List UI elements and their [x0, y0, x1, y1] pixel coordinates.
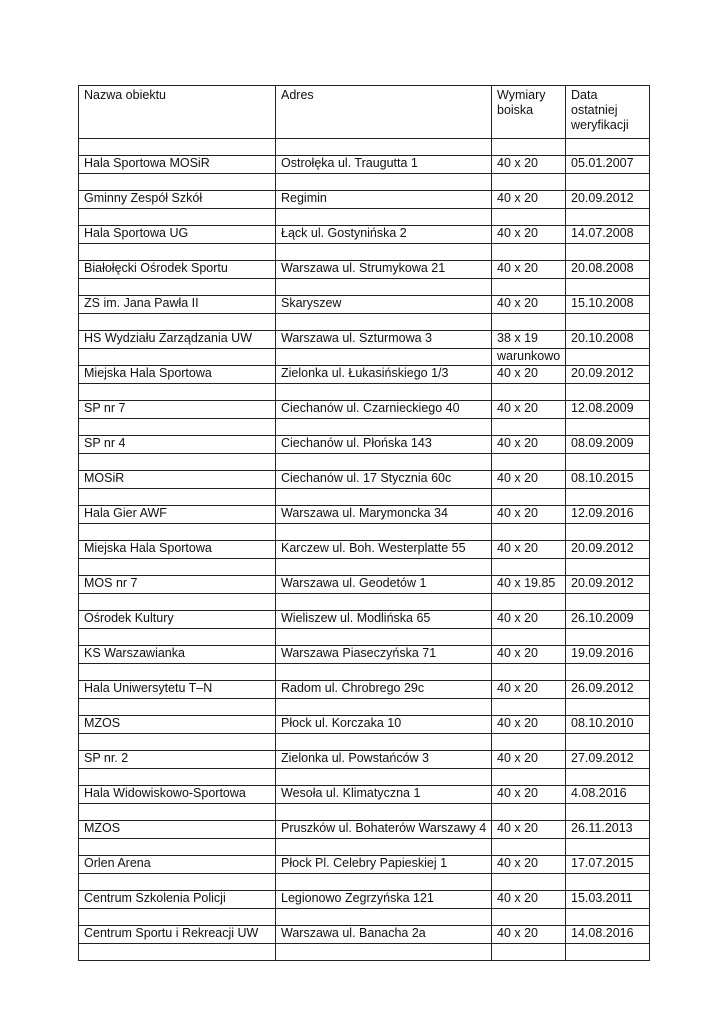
venue-date-cell: 08.10.2010: [566, 716, 650, 734]
venue-address-cell: Regimin: [276, 191, 492, 209]
empty-cell: [276, 664, 492, 681]
venue-date-cell: 4.08.2016: [566, 786, 650, 804]
empty-cell: [566, 699, 650, 716]
venue-address-cell: Wesoła ul. Klimatyczna 1: [276, 786, 492, 804]
header-name: Nazwa obiektu: [79, 86, 276, 139]
empty-cell: [566, 244, 650, 261]
empty-cell: [492, 174, 566, 191]
empty-cell: [566, 139, 650, 156]
empty-cell: [492, 524, 566, 541]
venues-table-body: [79, 86, 650, 961]
venue-date-cell: 20.09.2012: [566, 576, 650, 594]
venue-name-cell: Hala Uniwersytetu T–N: [79, 681, 276, 699]
table-spacer-row: [79, 874, 650, 891]
venue-dimensions-cell: 40 x 20: [492, 891, 566, 909]
empty-cell: [276, 804, 492, 821]
empty-cell: [566, 454, 650, 471]
table-row: [79, 891, 650, 909]
empty-cell: [79, 769, 276, 786]
venue-date-cell: 08.10.2015: [566, 471, 650, 489]
empty-cell: [492, 419, 566, 436]
venue-date-cell: 14.08.2016: [566, 926, 650, 944]
venue-address-cell: Ciechanów ul. Czarnieckiego 40: [276, 401, 492, 419]
venue-name-cell: Hala Sportowa UG: [79, 226, 276, 244]
table-spacer-row: [79, 419, 650, 436]
table-spacer-row: [79, 699, 650, 716]
venue-address-cell: Zielonka ul. Powstańców 3: [276, 751, 492, 769]
venue-date-cell: 15.10.2008: [566, 296, 650, 314]
empty-cell: [276, 489, 492, 506]
empty-cell: [276, 174, 492, 191]
header-address: Adres: [276, 86, 492, 139]
venue-dimensions-cell: 40 x 20: [492, 506, 566, 524]
empty-cell: [276, 524, 492, 541]
empty-cell: [276, 594, 492, 611]
venue-date-cell: 20.08.2008: [566, 261, 650, 279]
table-note-row: [79, 349, 650, 366]
venue-dimensions-cell: 40 x 20: [492, 296, 566, 314]
empty-cell: [79, 349, 276, 366]
empty-cell: [79, 209, 276, 226]
empty-cell: [492, 559, 566, 576]
venue-dimensions-cell: 40 x 19.85: [492, 576, 566, 594]
venue-address-cell: Legionowo Zegrzyńska 121: [276, 891, 492, 909]
table-spacer-row: [79, 279, 650, 296]
table-row: [79, 506, 650, 524]
table-spacer-row: [79, 594, 650, 611]
venue-dimensions-cell: 40 x 20: [492, 471, 566, 489]
venue-name-cell: Hala Sportowa MOSiR: [79, 156, 276, 174]
venue-date-cell: 26.09.2012: [566, 681, 650, 699]
empty-cell: [492, 804, 566, 821]
venue-date-cell: 12.09.2016: [566, 506, 650, 524]
empty-cell: [566, 734, 650, 751]
venue-dimensions-cell: 40 x 20: [492, 926, 566, 944]
empty-cell: [492, 839, 566, 856]
empty-cell: [566, 664, 650, 681]
empty-cell: [79, 699, 276, 716]
empty-cell: [492, 874, 566, 891]
empty-cell: [492, 944, 566, 961]
header-dimensions: Wymiary boiska: [492, 86, 566, 139]
venue-address-cell: Warszawa ul. Strumykowa 21: [276, 261, 492, 279]
empty-cell: [79, 664, 276, 681]
empty-cell: [276, 559, 492, 576]
venue-dimensions-cell: 40 x 20: [492, 751, 566, 769]
venue-date-cell: 19.09.2016: [566, 646, 650, 664]
empty-cell: [492, 594, 566, 611]
empty-cell: [566, 839, 650, 856]
table-row: [79, 646, 650, 664]
venue-address-cell: Płock Pl. Celebry Papieskiej 1: [276, 856, 492, 874]
venue-date-cell: 08.09.2009: [566, 436, 650, 454]
table-row: [79, 191, 650, 209]
venue-dimensions-cell: 40 x 20: [492, 226, 566, 244]
venue-date-cell: 05.01.2007: [566, 156, 650, 174]
venue-address-cell: Pruszków ul. Bohaterów Warszawy 4: [276, 821, 492, 839]
venue-address-cell: Łąck ul. Gostynińska 2: [276, 226, 492, 244]
empty-cell: [492, 314, 566, 331]
venue-name-cell: Centrum Szkolenia Policji: [79, 891, 276, 909]
table-row: [79, 681, 650, 699]
venue-address-cell: Warszawa ul. Marymoncka 34: [276, 506, 492, 524]
empty-cell: [79, 559, 276, 576]
venue-dimensions-cell: 40 x 20: [492, 856, 566, 874]
venue-name-cell: Gminny Zespół Szkół: [79, 191, 276, 209]
empty-cell: [492, 384, 566, 401]
table-spacer-row: [79, 524, 650, 541]
empty-cell: [566, 594, 650, 611]
venue-address-cell: Warszawa ul. Geodetów 1: [276, 576, 492, 594]
empty-cell: [492, 489, 566, 506]
venue-name-cell: SP nr. 2: [79, 751, 276, 769]
empty-cell: [79, 804, 276, 821]
table-row: [79, 611, 650, 629]
venue-address-cell: Zielonka ul. Łukasińskiego 1/3: [276, 366, 492, 384]
venue-dimensions-cell: 40 x 20: [492, 401, 566, 419]
venue-date-cell: 26.11.2013: [566, 821, 650, 839]
venue-name-cell: SP nr 7: [79, 401, 276, 419]
empty-cell: [492, 699, 566, 716]
empty-cell: [276, 874, 492, 891]
table-row: [79, 821, 650, 839]
empty-cell: [79, 909, 276, 926]
venue-name-cell: Centrum Sportu i Rekreacji UW: [79, 926, 276, 944]
table-spacer-row: [79, 314, 650, 331]
venue-dimensions-cell: 40 x 20: [492, 436, 566, 454]
venue-dimensions-cell: 40 x 20: [492, 261, 566, 279]
empty-cell: [79, 279, 276, 296]
empty-cell: [566, 279, 650, 296]
venue-name-cell: MOSiR: [79, 471, 276, 489]
venue-address-cell: Ostrołęka ul. Traugutta 1: [276, 156, 492, 174]
empty-cell: [79, 734, 276, 751]
empty-cell: [566, 314, 650, 331]
empty-cell: [492, 279, 566, 296]
empty-cell: [566, 804, 650, 821]
venue-dimensions-cell: 40 x 20: [492, 611, 566, 629]
table-spacer-row: [79, 664, 650, 681]
venue-name-cell: Orlen Arena: [79, 856, 276, 874]
venue-dimensions-cell: 40 x 20: [492, 191, 566, 209]
empty-cell: [492, 209, 566, 226]
empty-cell: [276, 769, 492, 786]
empty-cell: [276, 314, 492, 331]
empty-cell: [276, 279, 492, 296]
venue-address-cell: Wieliszew ul. Modlińska 65: [276, 611, 492, 629]
empty-cell: [566, 944, 650, 961]
empty-cell: [276, 244, 492, 261]
empty-cell: [492, 664, 566, 681]
venue-name-cell: Białołęcki Ośrodek Sportu: [79, 261, 276, 279]
empty-cell: [492, 629, 566, 646]
venue-date-cell: 20.09.2012: [566, 191, 650, 209]
header-date: Data ostatniej weryfikacji: [566, 86, 650, 139]
empty-cell: [566, 209, 650, 226]
table-spacer-row: [79, 559, 650, 576]
venue-dimensions-note: warunkowo: [492, 349, 566, 366]
venue-address-cell: Karczew ul. Boh. Westerplatte 55: [276, 541, 492, 559]
empty-cell: [566, 384, 650, 401]
venue-date-cell: 17.07.2015: [566, 856, 650, 874]
venue-date-cell: 26.10.2009: [566, 611, 650, 629]
venue-name-cell: MOS nr 7: [79, 576, 276, 594]
venue-dimensions-cell: 38 x 19: [492, 331, 566, 349]
empty-cell: [79, 139, 276, 156]
table-row: [79, 226, 650, 244]
empty-cell: [79, 384, 276, 401]
table-row: [79, 366, 650, 384]
venue-address-cell: Radom ul. Chrobrego 29c: [276, 681, 492, 699]
table-row: [79, 541, 650, 559]
table-spacer-row: [79, 804, 650, 821]
table-spacer-row: [79, 244, 650, 261]
venue-name-cell: Hala Widowiskowo-Sportowa: [79, 786, 276, 804]
venue-dimensions-cell: 40 x 20: [492, 821, 566, 839]
empty-cell: [276, 734, 492, 751]
empty-cell: [276, 839, 492, 856]
table-spacer-row: [79, 944, 650, 961]
empty-cell: [276, 699, 492, 716]
table-row: [79, 856, 650, 874]
table-spacer-row: [79, 489, 650, 506]
table-row: [79, 401, 650, 419]
empty-cell: [492, 909, 566, 926]
venue-date-cell: 20.09.2012: [566, 541, 650, 559]
table-spacer-row: [79, 909, 650, 926]
empty-cell: [566, 559, 650, 576]
venue-address-cell: Warszawa ul. Banacha 2a: [276, 926, 492, 944]
venue-dimensions-cell: 40 x 20: [492, 681, 566, 699]
venue-address-cell: Skaryszew: [276, 296, 492, 314]
venue-dimensions-cell: 40 x 20: [492, 716, 566, 734]
table-row: [79, 786, 650, 804]
empty-cell: [492, 734, 566, 751]
venue-address-cell: Ciechanów ul. Płońska 143: [276, 436, 492, 454]
empty-cell: [79, 629, 276, 646]
venue-name-cell: Miejska Hala Sportowa: [79, 366, 276, 384]
empty-cell: [276, 909, 492, 926]
empty-cell: [79, 594, 276, 611]
empty-cell: [566, 419, 650, 436]
table-spacer-row: [79, 384, 650, 401]
empty-cell: [79, 419, 276, 436]
venue-dimensions-cell: 40 x 20: [492, 541, 566, 559]
table-spacer-row: [79, 454, 650, 471]
empty-cell: [566, 489, 650, 506]
table-spacer-row: [79, 139, 650, 156]
venue-dimensions-cell: 40 x 20: [492, 646, 566, 664]
venue-name-cell: HS Wydziału Zarządzania UW: [79, 331, 276, 349]
empty-cell: [492, 454, 566, 471]
empty-cell: [276, 209, 492, 226]
table-header-row: [79, 86, 650, 139]
venue-date-cell: 20.10.2008: [566, 331, 650, 349]
empty-cell: [276, 384, 492, 401]
venue-name-cell: Ośrodek Kultury: [79, 611, 276, 629]
table-row: [79, 716, 650, 734]
empty-cell: [566, 909, 650, 926]
venue-name-cell: MZOS: [79, 716, 276, 734]
empty-cell: [276, 349, 492, 366]
empty-cell: [79, 489, 276, 506]
empty-cell: [566, 174, 650, 191]
venue-address-cell: Warszawa Piaseczyńska 71: [276, 646, 492, 664]
venue-dimensions-cell: 40 x 20: [492, 786, 566, 804]
empty-cell: [79, 174, 276, 191]
table-spacer-row: [79, 629, 650, 646]
empty-cell: [276, 629, 492, 646]
empty-cell: [276, 454, 492, 471]
venue-name-cell: MZOS: [79, 821, 276, 839]
empty-cell: [79, 314, 276, 331]
empty-cell: [79, 944, 276, 961]
empty-cell: [566, 769, 650, 786]
table-row: [79, 331, 650, 349]
table-spacer-row: [79, 174, 650, 191]
venue-name-cell: ZS im. Jana Pawła II: [79, 296, 276, 314]
venue-address-cell: Ciechanów ul. 17 Stycznia 60c: [276, 471, 492, 489]
venue-date-cell: 20.09.2012: [566, 366, 650, 384]
empty-cell: [492, 769, 566, 786]
empty-cell: [492, 139, 566, 156]
table-spacer-row: [79, 209, 650, 226]
empty-cell: [79, 874, 276, 891]
venues-table: [78, 85, 650, 961]
venue-date-cell: 15.03.2011: [566, 891, 650, 909]
venue-name-cell: SP nr 4: [79, 436, 276, 454]
table-row: [79, 751, 650, 769]
venue-date-cell: 14.07.2008: [566, 226, 650, 244]
table-row: [79, 296, 650, 314]
empty-cell: [276, 139, 492, 156]
venue-address-cell: Płock ul. Korczaka 10: [276, 716, 492, 734]
table-row: [79, 261, 650, 279]
empty-cell: [566, 524, 650, 541]
venue-date-cell: 27.09.2012: [566, 751, 650, 769]
empty-cell: [79, 839, 276, 856]
venue-name-cell: Miejska Hala Sportowa: [79, 541, 276, 559]
venue-dimensions-cell: 40 x 20: [492, 366, 566, 384]
empty-cell: [276, 944, 492, 961]
empty-cell: [276, 419, 492, 436]
table-row: [79, 156, 650, 174]
table-spacer-row: [79, 769, 650, 786]
empty-cell: [566, 349, 650, 366]
venue-dimensions-cell: 40 x 20: [492, 156, 566, 174]
empty-cell: [79, 454, 276, 471]
venue-name-cell: Hala Gier AWF: [79, 506, 276, 524]
table-row: [79, 471, 650, 489]
venue-date-cell: 12.08.2009: [566, 401, 650, 419]
empty-cell: [566, 629, 650, 646]
venue-name-cell: KS Warszawianka: [79, 646, 276, 664]
empty-cell: [79, 244, 276, 261]
empty-cell: [492, 244, 566, 261]
table-spacer-row: [79, 734, 650, 751]
empty-cell: [79, 524, 276, 541]
venue-address-cell: Warszawa ul. Szturmowa 3: [276, 331, 492, 349]
table-spacer-row: [79, 839, 650, 856]
empty-cell: [566, 874, 650, 891]
table-row: [79, 576, 650, 594]
table-row: [79, 926, 650, 944]
table-row: [79, 436, 650, 454]
